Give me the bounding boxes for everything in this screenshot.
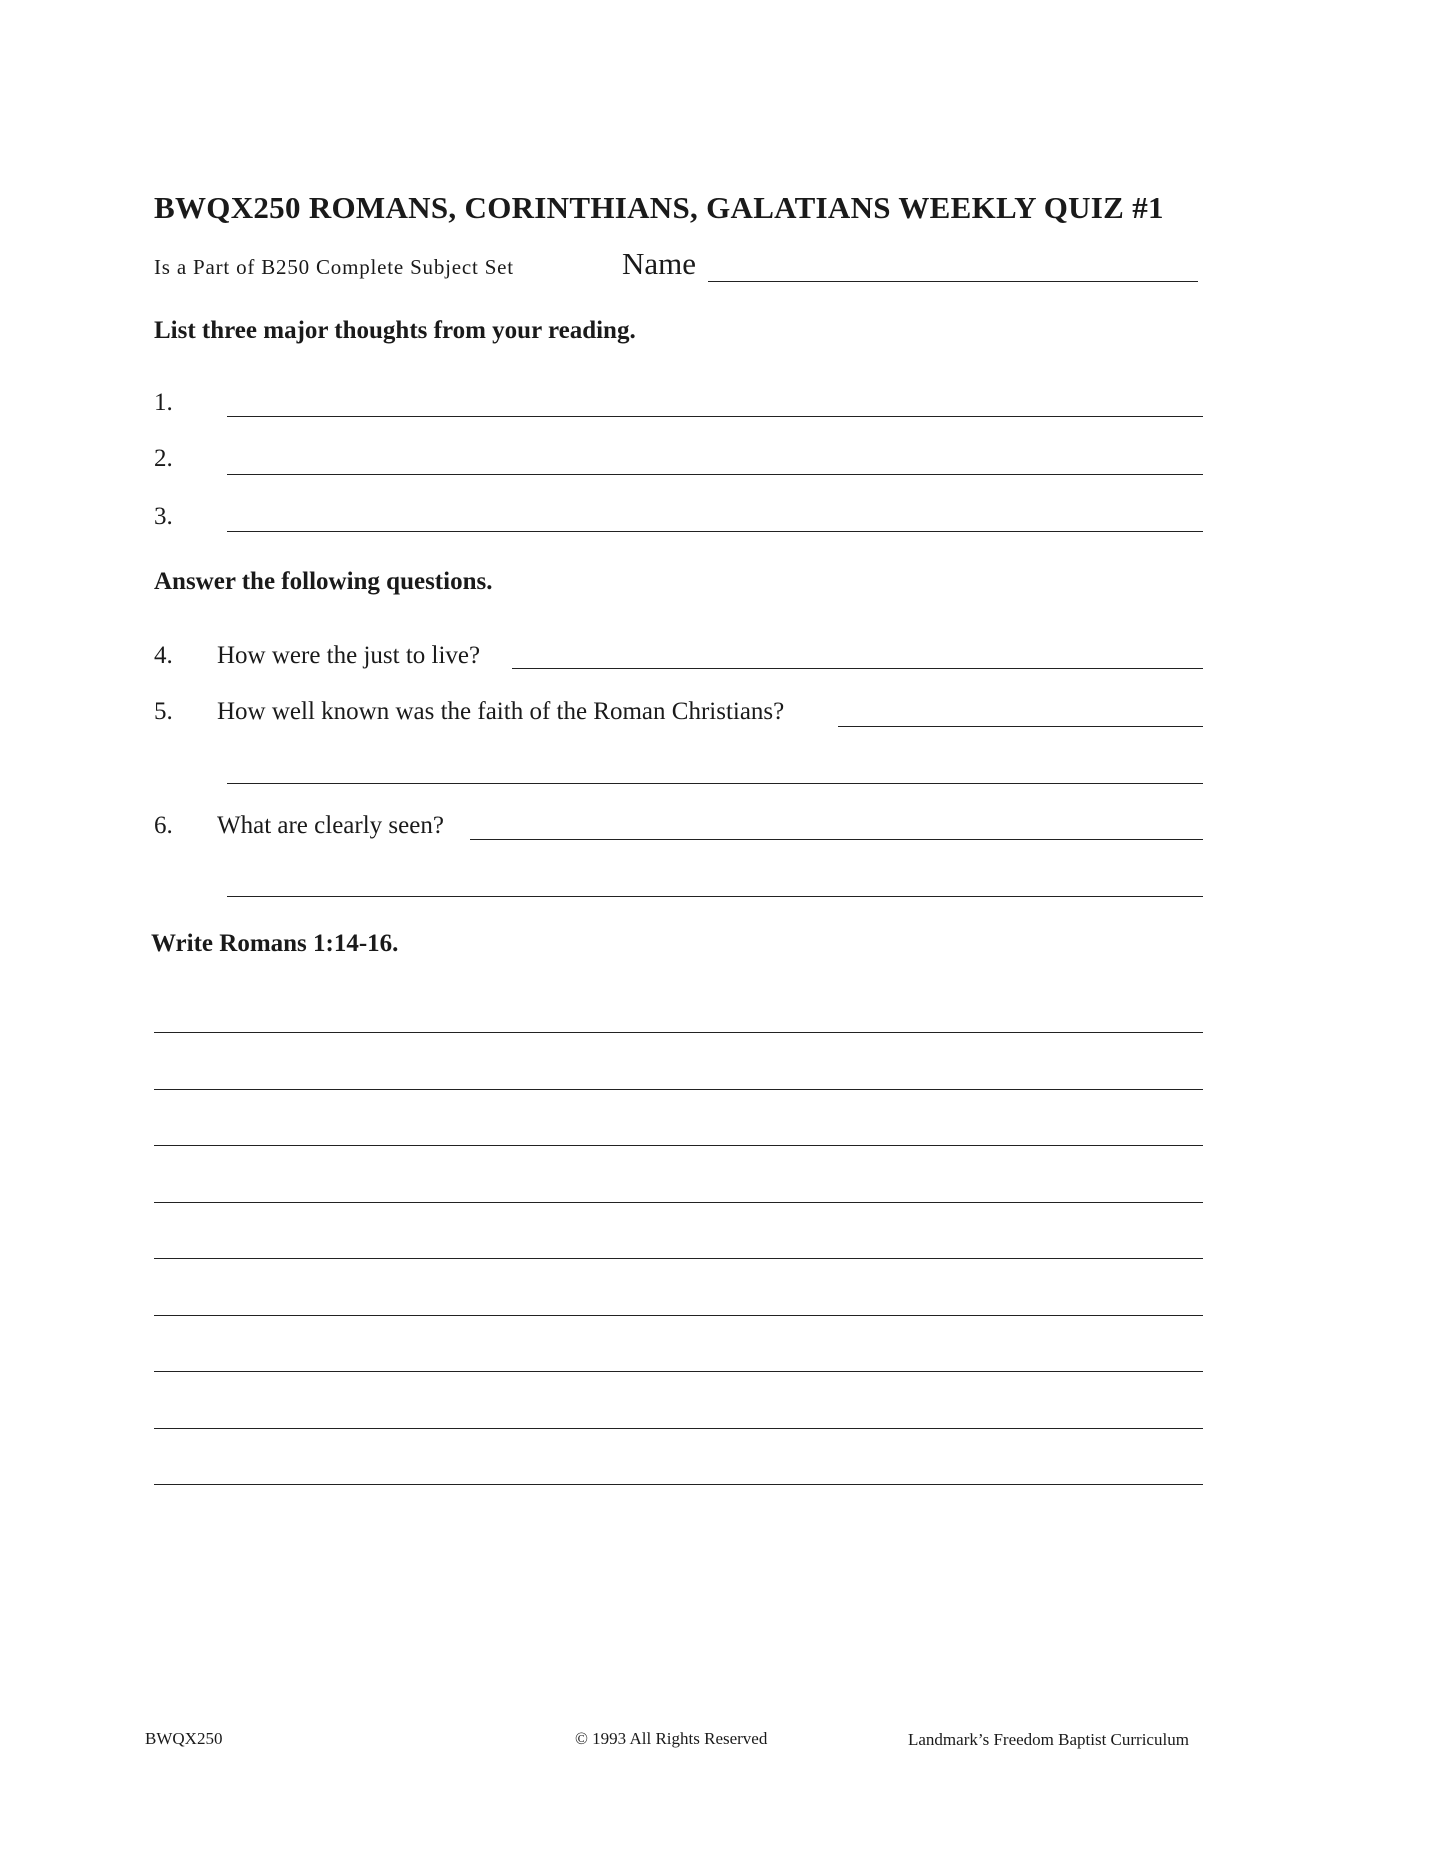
answer-line-6[interactable] — [470, 839, 1203, 840]
verse-line-8[interactable] — [154, 1428, 1203, 1429]
verse-line-9[interactable] — [154, 1484, 1203, 1485]
page-title: BWQX250 ROMANS, CORINTHIANS, GALATIANS WEEKLY QUIZ #1 — [154, 190, 1164, 225]
answer-line-5[interactable] — [838, 726, 1203, 727]
verse-line-4[interactable] — [154, 1202, 1203, 1203]
footer-code: BWQX250 — [145, 1729, 223, 1748]
thought-number-1: 1. — [154, 389, 173, 416]
verse-line-1[interactable] — [154, 1032, 1203, 1033]
verse-line-2[interactable] — [154, 1089, 1203, 1090]
thought-answer-line-3[interactable] — [227, 531, 1203, 532]
answer-line-6-continued[interactable] — [227, 896, 1203, 897]
verse-line-5[interactable] — [154, 1258, 1203, 1259]
thought-answer-line-2[interactable] — [227, 474, 1203, 475]
question-number-6: 6. — [154, 812, 173, 839]
verse-line-7[interactable] — [154, 1371, 1203, 1372]
section-heading-thoughts: List three major thoughts from your reading. — [154, 317, 636, 344]
answer-line-5-continued[interactable] — [227, 783, 1203, 784]
section-heading-questions: Answer the following questions. — [154, 568, 493, 595]
verse-line-3[interactable] — [154, 1145, 1203, 1146]
name-label: Name — [622, 246, 697, 281]
question-text-4: How were the just to live? — [217, 642, 481, 669]
question-text-5: How well known was the faith of the Roman Christians? — [217, 698, 785, 725]
question-number-5: 5. — [154, 698, 173, 725]
footer-copyright: © 1993 All Rights Reserved — [575, 1729, 768, 1748]
thought-number-2: 2. — [154, 445, 173, 472]
question-number-4: 4. — [154, 642, 173, 669]
thought-number-3: 3. — [154, 503, 173, 530]
question-text-6: What are clearly seen? — [217, 812, 444, 839]
thought-answer-line-1[interactable] — [227, 416, 1203, 417]
answer-line-4[interactable] — [512, 668, 1203, 669]
verse-line-6[interactable] — [154, 1315, 1203, 1316]
footer-publisher: Landmark’s Freedom Baptist Curriculum — [908, 1730, 1189, 1749]
subject-set-note: Is a Part of B250 Complete Subject Set — [154, 255, 514, 279]
name-field[interactable] — [708, 281, 1198, 282]
section-heading-write-verse: Write Romans 1:14-16. — [151, 930, 399, 957]
